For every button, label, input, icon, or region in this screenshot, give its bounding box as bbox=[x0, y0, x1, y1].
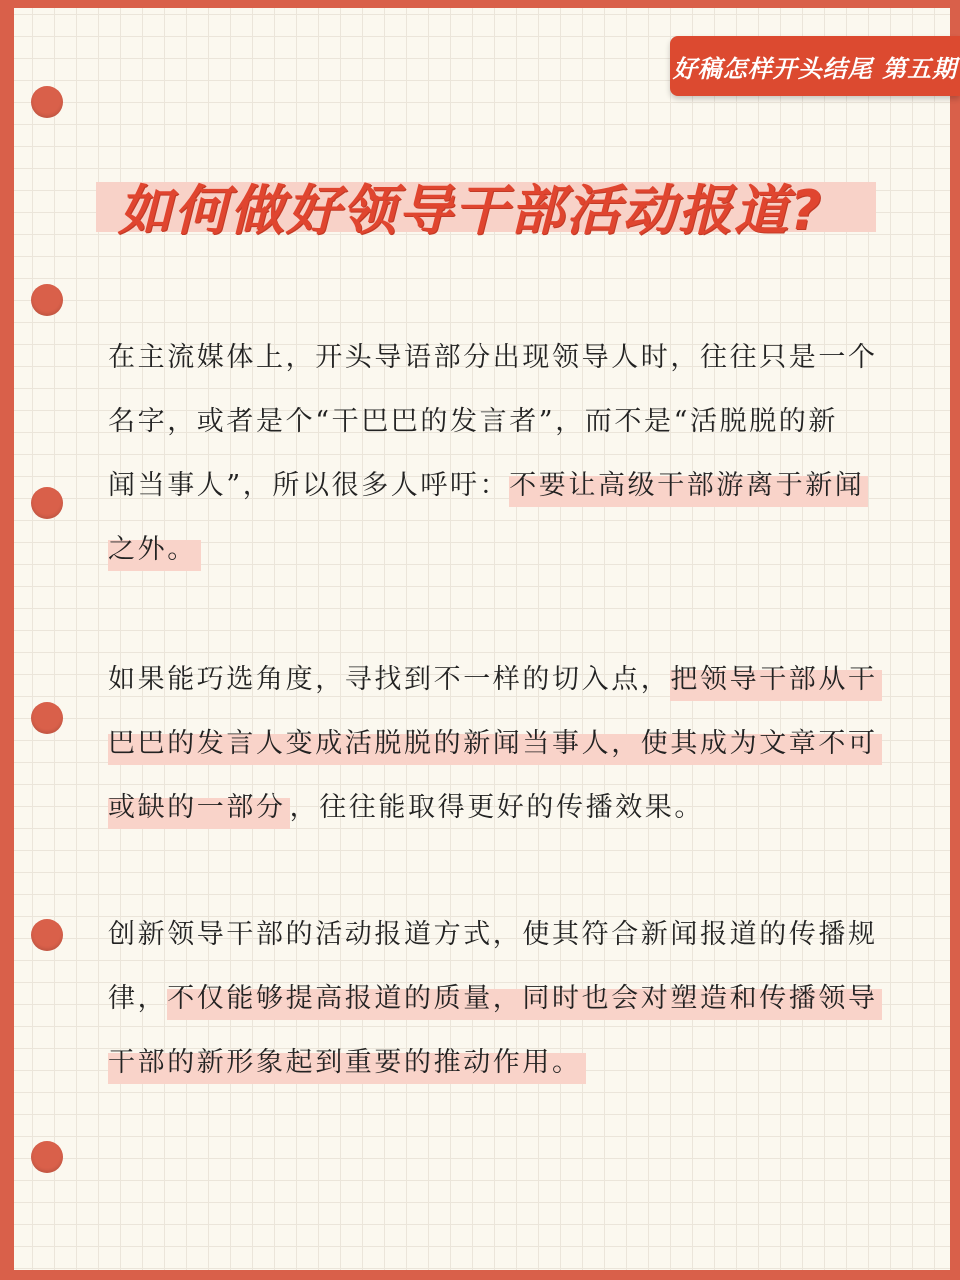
text-line bbox=[108, 724, 898, 788]
paragraph-1 bbox=[108, 338, 898, 594]
series-tag: 好稿怎样开头结尾 第五期 bbox=[670, 36, 960, 96]
binder-hole bbox=[31, 86, 63, 118]
body-text: 如果能巧选角度，寻找到不一样的切入点， bbox=[108, 664, 671, 695]
highlighted-text: 不要让高级干部游离于新闻 bbox=[509, 468, 868, 507]
text-line bbox=[108, 1043, 898, 1107]
highlighted-text: 之外。 bbox=[108, 532, 201, 571]
body-text: 创新领导干部的活动报道方式，使其符合新闻报道的传播规 bbox=[108, 919, 878, 950]
body-text: ，往往能取得更好的传播效果。 bbox=[289, 792, 705, 823]
page-title: 如何做好领导干部活动报道? bbox=[118, 179, 824, 242]
body-text: 在主流媒体上，开头导语部分出现领导人时，往往只是一个 bbox=[108, 342, 878, 373]
text-line bbox=[108, 402, 898, 466]
binder-hole bbox=[31, 1141, 63, 1173]
binder-hole bbox=[31, 284, 63, 316]
text-line bbox=[108, 915, 898, 979]
highlighted-text: 把领导干部从干 bbox=[670, 662, 881, 701]
highlighted-text: 不仅能够提高报道的质量，同时也会对塑造和传播领导 bbox=[167, 981, 881, 1020]
body-text: 律， bbox=[108, 983, 168, 1014]
body-text: 闻当事人”，所以很多人呼吁： bbox=[108, 470, 510, 501]
text-line bbox=[108, 660, 898, 724]
text-line bbox=[108, 788, 898, 852]
binder-hole bbox=[31, 487, 63, 519]
paragraph-2 bbox=[108, 660, 898, 852]
highlighted-text: 或缺的一部分 bbox=[108, 790, 290, 829]
highlighted-text: 干部的新形象起到重要的推动作用。 bbox=[108, 1045, 586, 1084]
body-text: 名字，或者是个“干巴巴的发言者”，而不是“活脱脱的新 bbox=[108, 406, 839, 437]
paragraph-3 bbox=[108, 915, 898, 1107]
highlighted-text: 巴巴的发言人变成活脱脱的新闻当事人，使其成为文章不可 bbox=[108, 726, 882, 765]
text-line bbox=[108, 338, 898, 402]
text-line bbox=[108, 530, 898, 594]
binder-hole bbox=[31, 702, 63, 734]
binder-hole bbox=[31, 919, 63, 951]
text-line bbox=[108, 466, 898, 530]
text-line bbox=[108, 979, 898, 1043]
